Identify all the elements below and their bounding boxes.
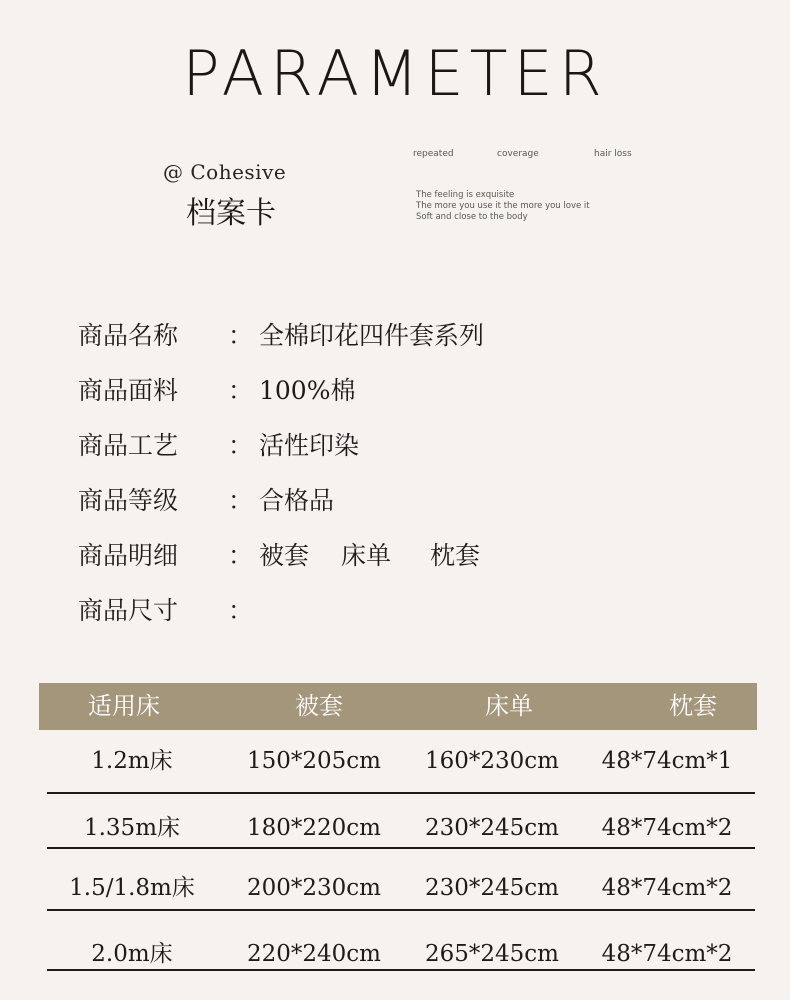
table-header-cell: 床单 <box>485 692 533 720</box>
table-cell: 160*230cm <box>425 748 559 774</box>
spec-colon: ： <box>228 320 254 350</box>
note-line: The feeling is exquisite <box>416 190 515 200</box>
table-row <box>39 730 757 792</box>
spec-value <box>259 376 355 406</box>
spec-label: 商品尺寸 <box>78 595 179 625</box>
table-header-cell: 枕套 <box>669 692 717 720</box>
note-line: The more you use it the more you love it <box>416 201 590 211</box>
table-cell: 180*220cm <box>247 815 381 841</box>
table-cell: 48*74cm*2 <box>601 875 733 901</box>
table-cell: 150*205cm <box>247 748 381 774</box>
size-table <box>39 683 757 983</box>
table-cell: 265*245cm <box>425 941 559 967</box>
table-cell: 1.5/1.8m床 <box>69 875 195 901</box>
row-divider <box>47 969 755 971</box>
spec-value-text: 全棉印花四件套系列 <box>259 320 485 350</box>
spec-colon: ： <box>228 540 254 570</box>
feature-tag: coverage <box>497 149 539 159</box>
table-row <box>39 797 757 859</box>
row-divider <box>47 909 755 911</box>
feature-tags <box>413 149 673 163</box>
table-row <box>39 923 757 985</box>
card-title: 档案卡 <box>186 196 276 231</box>
spec-row-details <box>78 528 738 583</box>
spec-label: 商品明细 <box>78 540 179 570</box>
brand-label: @ Cohesive <box>163 160 287 184</box>
feature-tag: repeated <box>413 149 454 159</box>
spec-value <box>259 541 480 571</box>
row-divider <box>47 847 755 849</box>
table-header-cell: 适用床 <box>88 692 160 720</box>
product-note <box>416 190 676 223</box>
page-title: PARAMETER <box>182 37 608 110</box>
spec-label: 商品等级 <box>78 485 179 515</box>
feature-tag: hair loss <box>594 149 632 159</box>
note-line: Soft and close to the body <box>416 212 528 222</box>
table-cell: 48*74cm*2 <box>601 815 733 841</box>
spec-colon: ： <box>228 430 254 460</box>
table-cell: 1.35m床 <box>83 815 181 841</box>
spec-label: 商品名称 <box>78 320 179 350</box>
table-header-cell: 被套 <box>295 692 343 720</box>
table-cell: 220*240cm <box>247 941 381 967</box>
spec-value-text: 活性印染 <box>259 430 360 460</box>
spec-colon: ： <box>228 375 254 405</box>
spec-row-grade <box>78 473 738 528</box>
spec-value-text: 100%棉 <box>259 375 356 405</box>
table-cell: 200*230cm <box>247 875 381 901</box>
spec-value-text: 枕套 <box>429 540 480 570</box>
spec-value <box>259 431 359 461</box>
table-header <box>39 683 757 730</box>
spec-row-size <box>78 583 738 638</box>
spec-label: 商品面料 <box>78 375 179 405</box>
table-cell: 48*74cm*1 <box>601 748 733 774</box>
row-divider <box>47 792 755 794</box>
spec-row-process <box>78 418 738 473</box>
spec-value-text: 床单 <box>340 540 391 570</box>
spec-value <box>259 486 334 516</box>
spec-value-text: 被套 <box>259 540 310 570</box>
spec-row-fabric <box>78 363 738 418</box>
table-cell: 230*245cm <box>425 875 559 901</box>
spec-list <box>78 308 738 638</box>
spec-value-text: 合格品 <box>259 485 335 515</box>
table-cell: 48*74cm*2 <box>601 941 733 967</box>
spec-row-name <box>78 308 738 363</box>
spec-label: 商品工艺 <box>78 430 179 460</box>
table-cell: 230*245cm <box>425 815 559 841</box>
spec-colon: ： <box>228 595 254 625</box>
table-cell: 1.2m床 <box>91 748 173 774</box>
table-cell: 2.0m床 <box>91 941 173 967</box>
spec-value <box>259 321 484 351</box>
spec-colon: ： <box>228 485 254 515</box>
